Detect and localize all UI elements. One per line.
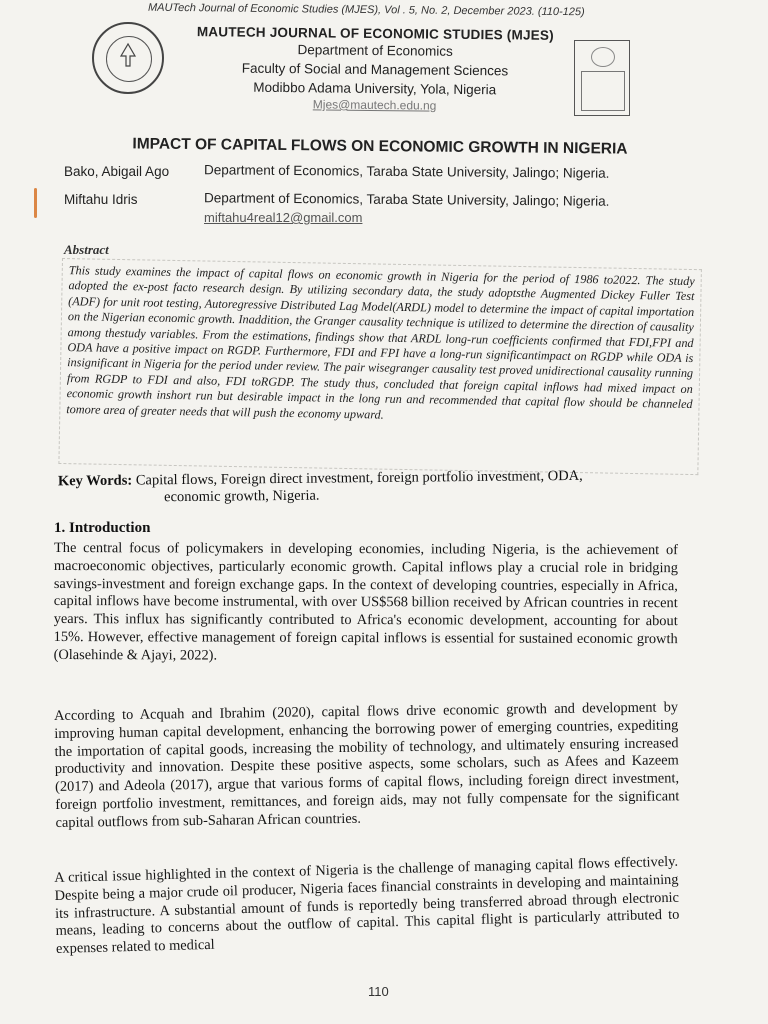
page-number: 110: [368, 984, 389, 999]
journal-department: Department of Economics: [297, 42, 453, 59]
author-affiliation: Department of Economics, Taraba State University, Jalingo; Nigeria.: [203, 190, 610, 209]
abstract-text: This study examines the impact of capital flows on economic growth in Nigeria for the period of 1986 to2022. The study adopted the ex-post facto research design. By utilizing secondary data, the study adoptsthe Augmented Dickey Fuller Test (ADF) for unit root testing, Autoregressive Distributed Lag Model(ARDL) model to determine the impact of capital importation on the Nigerian economic growth. Inaddition, the Granger causality technique is utilized to determine the direction of causality among thestudy variables. From the estimations, findings show that ARDL long-run coefficients confirmed that FDI,FPI and ODA have a positive impact on RGDP. Furthermore, FDI and FPI have a long-run significantimpact on RGDP while ODA is insignificant in Nigeria for the period under review. The pair wisegranger causality test proved unidirectional causality running from RGDP to FDI and also, FDI toRGDP. The study thus, concluded that foreign capital inflows had mixed impact on economic growth inshort run but desirable impact in the long run and recommended that capital flow should be channeled tomore area of greater needs that will push the economy upward.: [58, 258, 701, 475]
paragraph: A critical issue highlighted in the context of Nigeria is the challenge of managing capital flows effectively. Despite being a major crude oil producer, Nigeria faces financial constraints in developing and maintaining its infrastructure. A substantial amount of funds is reportedly being transferred abroad through electronic means, leading to concerns about the outflow of capital. This capital flight is particularly attributed to expenses related to medical: [54, 853, 680, 958]
journal-name: MAUTECH JOURNAL OF ECONOMIC STUDIES (MJES): [196, 24, 554, 43]
paper-title: IMPACT OF CAPITAL FLOWS ON ECONOMIC GROWTH IN NIGERIA: [132, 135, 628, 158]
keywords-label: Key Words:: [57, 472, 133, 490]
university-seal-icon: [92, 22, 164, 94]
keywords-line-2: economic growth, Nigeria.: [164, 487, 320, 506]
paragraph: The central focus of policymakers in developing economies, including Nigeria, is the achievement of macroeconomic objectives, particularly economic growth. Capital inflows play a crucial role in bridging savings-investment and foreign exchange gaps. In the context of developing countries, especially in Africa, capital inflows have become instrumental, with over US$568 billion received by African countries in recent years. This influx has significantly contributed to Africa's economic development, accounting for about 15%. However, effective management of foreign capital inflows is essential for sustained economic growth (Olasehinde & Ajayi, 2022).: [53, 540, 678, 664]
author-affiliation: Department of Economics, Taraba State University, Jalingo; Nigeria.: [203, 162, 610, 181]
paragraph: According to Acquah and Ibrahim (2020), capital flows drive economic growth and development by improving human capital development, enhancing the borrowing power of emerging countries, expediting the importation of capital goods, increasing the mobility of technology, and ultimately ensuring increased productivity and innovation. Despite these positive aspects, some scholars, such as Afees and Kazeem (2017) and Adeola (2017), argue that various forms of capital flows, including foreign direct investment, foreign portfolio investment, remittances, and foreign aids, may not fully compensate for the significant capital outflows from sub-Saharan African countries.: [54, 699, 680, 831]
author-email[interactable]: miftahu4real12@gmail.com: [204, 210, 363, 225]
abstract-label: Abstract: [64, 242, 109, 257]
journal-university: Modibbo Adama University, Yola, Nigeria: [253, 79, 497, 98]
running-head: MAUTech Journal of Economic Studies (MJES), Vol . 5, No. 2, December 2023. (110-125): [147, 1, 585, 19]
keywords-line-1: Capital flows, Foreign direct investment, foreign portfolio investment, ODA,: [135, 467, 583, 489]
journal-header: [180, 24, 571, 114]
author-name: Bako, Abigail Ago: [64, 164, 170, 179]
journal-logo-icon: [574, 40, 630, 116]
keywords: [58, 467, 698, 508]
journal-email[interactable]: Mjes@mautech.edu.ng: [312, 97, 437, 113]
section-heading-introduction: 1. Introduction: [54, 520, 151, 536]
journal-faculty: Faculty of Social and Management Sciences: [241, 60, 509, 79]
margin-mark: [34, 188, 37, 218]
author-name: Miftahu Idris: [64, 192, 138, 207]
